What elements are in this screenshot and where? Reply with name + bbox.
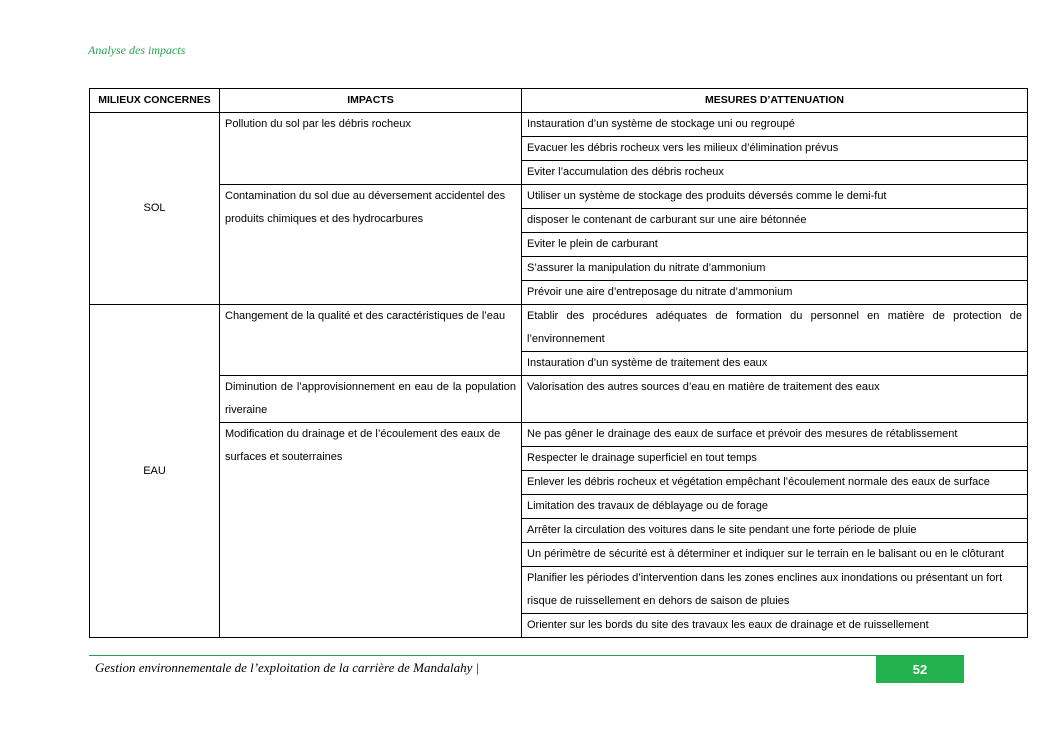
impact-cell: Contamination du sol due au déversement accidentel des produits chimiques et des hydrocarbures	[220, 185, 522, 305]
impacts-table	[89, 88, 1028, 638]
table-header-row	[90, 89, 1028, 113]
column-header-milieux: MILIEUX CONCERNES	[90, 89, 220, 113]
mesure-cell: Ne pas gêner le drainage des eaux de surface et prévoir des mesures de rétablissement	[522, 423, 1028, 447]
mesure-cell: Orienter sur les bords du site des travaux les eaux de drainage et de ruissellement	[522, 614, 1028, 638]
table-row	[90, 305, 1028, 352]
mesure-cell: Un périmètre de sécurité est à déterminer et indiquer sur le terrain en le balisant ou en le clôturant	[522, 543, 1028, 567]
mesure-cell: Prévoir une aire d’entreposage du nitrate d’ammonium	[522, 281, 1028, 305]
mesure-cell: Planifier les périodes d’intervention dans les zones enclines aux inondations ou présentant un fort risque de ruissellement en dehors de saison de pluies	[522, 567, 1028, 614]
mesure-cell: Utiliser un système de stockage des produits déversés comme le demi-fut	[522, 185, 1028, 209]
footer-divider	[89, 655, 964, 656]
mesure-cell: Eviter l’accumulation des débris rocheux	[522, 161, 1028, 185]
footer-title: Gestion environnementale de l’exploitation de la carrière de Mandalahy |	[95, 660, 480, 675]
mesure-cell: Enlever les débris rocheux et végétation empêchant l’écoulement normale des eaux de surface	[522, 471, 1028, 495]
milieu-cell-eau: EAU	[90, 305, 220, 638]
mesure-cell: Etablir des procédures adéquates de formation du personnel en matière de protection de l’environnement	[522, 305, 1028, 352]
mesure-cell: S’assurer la manipulation du nitrate d’ammonium	[522, 257, 1028, 281]
impact-cell: Changement de la qualité et des caractéristiques de l’eau	[220, 305, 522, 376]
impact-cell: Diminution de l’approvisionnement en eau de la population riveraine	[220, 376, 522, 423]
page-header-title: Analyse des impacts	[88, 43, 186, 57]
mesure-cell: Evacuer les débris rocheux vers les milieux d’élimination prévus	[522, 137, 1028, 161]
mesure-cell: Arrêter la circulation des voitures dans le site pendant une forte période de pluie	[522, 519, 1028, 543]
column-header-mesures: MESURES D’ATTENUATION	[522, 89, 1028, 113]
mesure-cell: Instauration d’un système de traitement des eaux	[522, 352, 1028, 376]
mesure-cell: Respecter le drainage superficiel en tout temps	[522, 447, 1028, 471]
table-row	[90, 113, 1028, 137]
column-header-impacts: IMPACTS	[220, 89, 522, 113]
milieu-cell-sol: SOL	[90, 113, 220, 305]
mesure-cell: Limitation des travaux de déblayage ou de forage	[522, 495, 1028, 519]
mesure-cell: Instauration d’un système de stockage uni ou regroupé	[522, 113, 1028, 137]
table-row	[90, 376, 1028, 423]
mesure-cell: Valorisation des autres sources d’eau en matière de traitement des eaux	[522, 376, 1028, 423]
table-row	[90, 185, 1028, 209]
impact-cell: Modification du drainage et de l’écoulement des eaux de surfaces et souterraines	[220, 423, 522, 638]
page-number-badge: 52	[876, 656, 964, 683]
table-row	[90, 423, 1028, 447]
impact-cell: Pollution du sol par les débris rocheux	[220, 113, 522, 185]
mesure-cell: Eviter le plein de carburant	[522, 233, 1028, 257]
mesure-cell: disposer le contenant de carburant sur une aire bétonnée	[522, 209, 1028, 233]
